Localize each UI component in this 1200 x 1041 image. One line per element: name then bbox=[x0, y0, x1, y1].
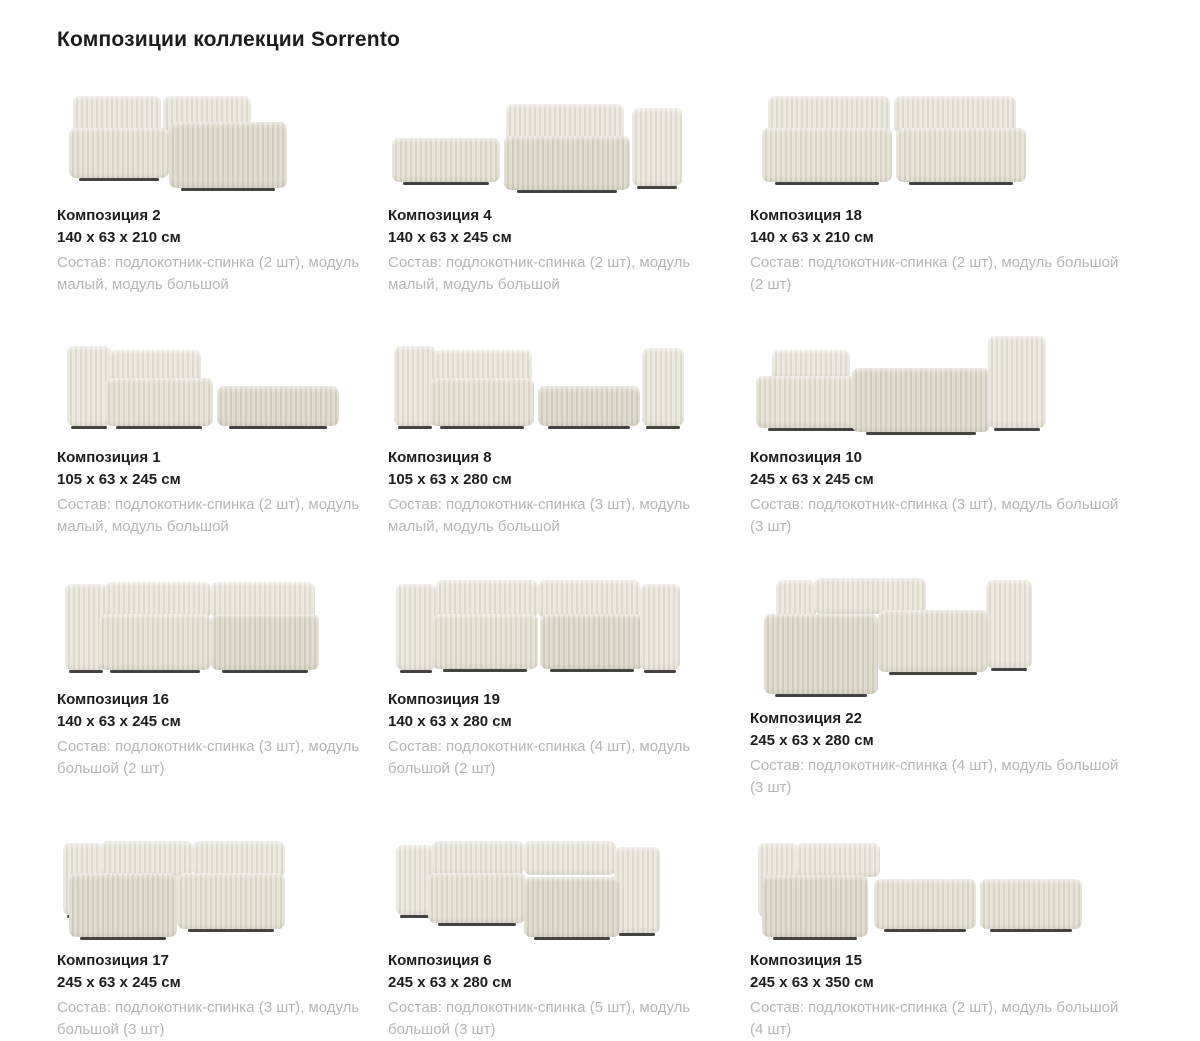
product-name: Композиция 18 bbox=[750, 207, 862, 224]
page-title: Композиции коллекции Sorrento bbox=[57, 28, 401, 51]
sofa-photo-composition-1 bbox=[57, 322, 362, 437]
product-dimensions: 245 x 63 x 350 см bbox=[750, 974, 874, 991]
product-dimensions: 105 x 63 x 280 см bbox=[388, 471, 512, 488]
product-dimensions: 245 x 63 x 245 см bbox=[57, 974, 181, 991]
product-composition: Состав: подлокотник-спинка (2 шт), модуль большой (2 шт) bbox=[750, 254, 1119, 293]
sofa-photo-composition-2 bbox=[57, 80, 362, 195]
product-composition: Состав: подлокотник-спинка (3 шт), модуль малый, модуль большой bbox=[388, 496, 691, 535]
product-composition: Состав: подлокотник-спинка (2 шт), модуль малый, модуль большой bbox=[57, 254, 360, 293]
sofa-photo-composition-10 bbox=[750, 322, 1134, 437]
sofa-photo-composition-17 bbox=[57, 825, 362, 940]
product-dimensions: 245 x 63 x 280 см bbox=[750, 732, 874, 749]
sofa-photo-composition-22 bbox=[750, 564, 1134, 702]
product-dimensions: 245 x 63 x 280 см bbox=[388, 974, 512, 991]
product-composition: Состав: подлокотник-спинка (4 шт), модуль большой (3 шт) bbox=[750, 757, 1119, 796]
product-name: Композиция 19 bbox=[388, 691, 500, 708]
product-composition: Состав: подлокотник-спинка (3 шт), модуль большой (3 шт) bbox=[750, 496, 1119, 535]
product-name: Композиция 17 bbox=[57, 952, 169, 969]
product-card bbox=[388, 825, 750, 1041]
product-name: Композиция 2 bbox=[57, 207, 161, 224]
product-name: Композиция 15 bbox=[750, 952, 862, 969]
product-card bbox=[750, 825, 1160, 1041]
product-composition: Состав: подлокотник-спинка (2 шт), модуль большой (4 шт) bbox=[750, 999, 1119, 1038]
product-card bbox=[750, 564, 1160, 799]
composition-grid bbox=[57, 80, 1160, 1041]
sofa-photo-composition-6 bbox=[388, 825, 724, 940]
product-card bbox=[57, 564, 388, 799]
product-card bbox=[750, 80, 1160, 296]
product-name: Композиция 10 bbox=[750, 449, 862, 466]
product-dimensions: 140 x 63 x 210 см bbox=[750, 229, 874, 246]
product-dimensions: 105 x 63 x 245 см bbox=[57, 471, 181, 488]
product-composition: Состав: подлокотник-спинка (3 шт), модуль большой (2 шт) bbox=[57, 738, 360, 777]
sofa-photo-composition-19 bbox=[388, 564, 724, 679]
product-card bbox=[388, 80, 750, 296]
product-card bbox=[57, 825, 388, 1041]
product-name: Композиция 8 bbox=[388, 449, 492, 466]
product-composition: Состав: подлокотник-спинка (4 шт), модуль большой (2 шт) bbox=[388, 738, 691, 777]
sofa-photo-composition-4 bbox=[388, 80, 724, 195]
product-card bbox=[750, 322, 1160, 538]
sofa-photo-composition-18 bbox=[750, 80, 1134, 195]
product-card bbox=[388, 564, 750, 799]
product-dimensions: 140 x 63 x 210 см bbox=[57, 229, 181, 246]
product-name: Композиция 1 bbox=[57, 449, 161, 466]
product-name: Композиция 6 bbox=[388, 952, 492, 969]
product-dimensions: 140 x 63 x 245 см bbox=[57, 713, 181, 730]
product-card bbox=[388, 322, 750, 538]
product-name: Композиция 22 bbox=[750, 710, 862, 727]
sofa-photo-composition-15 bbox=[750, 825, 1134, 940]
product-dimensions: 140 x 63 x 280 см bbox=[388, 713, 512, 730]
product-dimensions: 140 x 63 x 245 см bbox=[388, 229, 512, 246]
product-composition: Состав: подлокотник-спинка (2 шт), модуль малый, модуль большой bbox=[57, 496, 360, 535]
product-composition: Состав: подлокотник-спинка (3 шт), модуль большой (3 шт) bbox=[57, 999, 360, 1038]
product-card bbox=[57, 322, 388, 538]
product-name: Композиция 4 bbox=[388, 207, 492, 224]
product-composition: Состав: подлокотник-спинка (5 шт), модуль большой (3 шт) bbox=[388, 999, 691, 1038]
product-dimensions: 245 x 63 x 245 см bbox=[750, 471, 874, 488]
product-card bbox=[57, 80, 388, 296]
product-composition: Состав: подлокотник-спинка (2 шт), модуль малый, модуль большой bbox=[388, 254, 691, 293]
product-name: Композиция 16 bbox=[57, 691, 169, 708]
sofa-photo-composition-16 bbox=[57, 564, 362, 679]
sofa-photo-composition-8 bbox=[388, 322, 724, 437]
